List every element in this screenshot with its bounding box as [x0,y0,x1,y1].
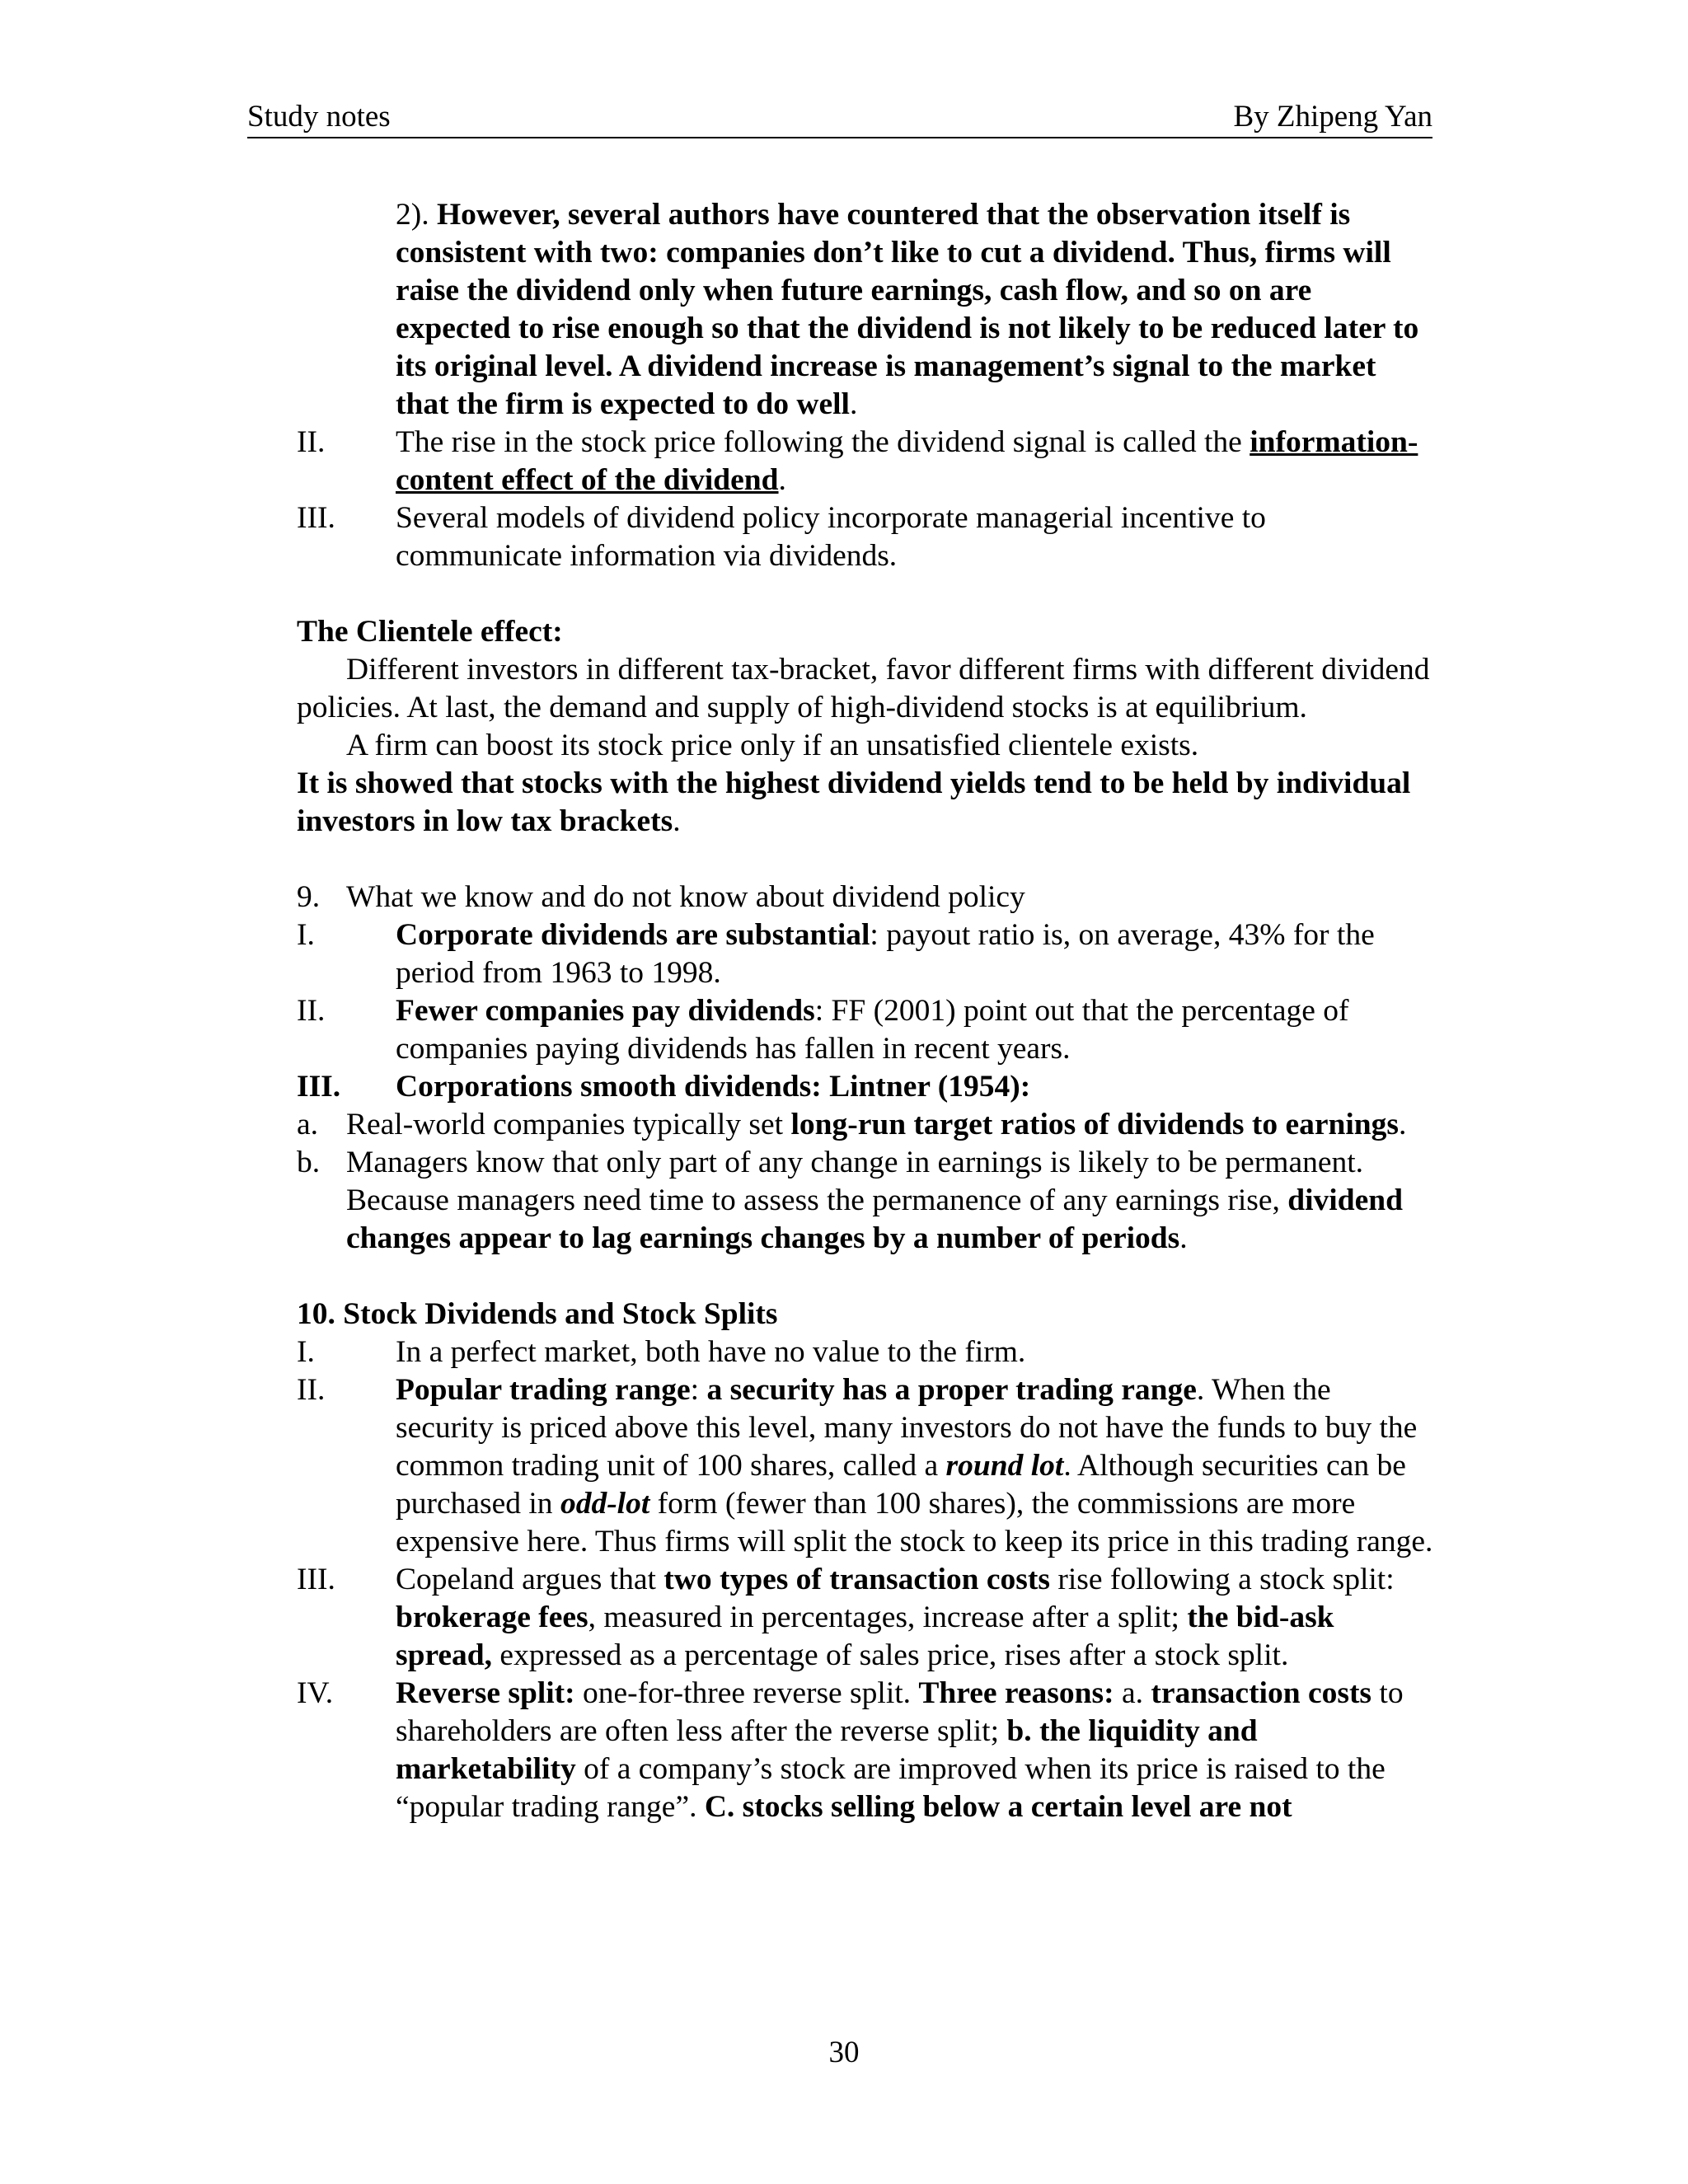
term-odd-lot: odd-lot [560,1487,650,1521]
header-right: By Zhipeng Yan [1233,100,1432,134]
clientele-paragraph-1: Different investors in different tax-bracket, favor different firms with different dividend policies. At last, the demand and supply of high-dividend stocks is at equilibrium. [297,653,1430,724]
list-item-ii: II. Fewer companies pay dividends: FF (2001) point out that the percentage of companies paying dividends has fallen in recent years. [297,992,1434,1068]
list-item-iii: III. Corporations smooth dividends: Lintner (1954): [297,1068,1434,1106]
item-label: I. [297,1335,315,1369]
section-10-heading: 10. Stock Dividends and Stock Splits [297,1297,778,1331]
item-label: II. [297,425,326,459]
page-number: 30 [828,2036,860,2069]
section-9-heading: 9. What we know and do not know about dividend policy [297,880,1025,914]
continued-paragraph: 2). However, several authors have countered that the observation itself is consistent with two: companies don’t like to cut a dividend. Thus, firms will raise the dividend only when future earnings, cash flow, and so on are expected to rise enough so that the dividend is not likely to be reduced later to its original level. A dividend increase is management’s signal to the market that the firm is expected to do well. [396,198,1419,421]
item-label: II. [297,994,326,1028]
term-information-content-effect: information-content effect of the dividend [396,425,1418,497]
header-left: Study notes [247,100,391,134]
term-round-lot: round lot [945,1449,1064,1483]
sub-item-b: b. Managers know that only part of any change in earnings is likely to be permanent. Because managers need time to assess the permanence of any earnings rise, dividend changes appear to lag earnings changes by a number of periods. [297,1146,1403,1255]
page-header [247,97,1432,138]
list-item-ii: II. Popular trading range: a security has a proper trading range. When the security is priced above this level, many investors do not have the funds to buy the common trading unit of 100 shares, called a round lot. Although securities can be purchased in odd-lot form (fewer than 100 shares), the commissions are more expensive here. Thus firms will split the stock to keep its price in this trading range. [297,1371,1434,1561]
list-item-i: I. In a perfect market, both have no value to the firm. [297,1333,1434,1371]
item-label: III. [297,501,335,535]
item-label: IV. [297,1676,334,1710]
list-item-iii: III. Copeland argues that two types of transaction costs rise following a stock split: brokerage fees, measured in percentages, increase after a split; the bid-ask spread, expressed as a percentage of sales price, rises after a stock split. [297,1561,1434,1675]
clientele-paragraph-3: It is showed that stocks with the highest dividend yields tend to be held by individual investors in low tax brackets. [297,766,1411,838]
item-label: II. [297,1373,326,1407]
list-item-iv: IV. Reverse split: one-for-three reverse split. Three reasons: a. transaction costs to shareholders are often less after the reverse split; b. the liquidity and marketability of a company’s stock are improved when its price is raised to the “popular trading range”. C. stocks selling below a certain level are not [297,1675,1434,1826]
item-label: I. [297,918,315,952]
clientele-paragraph-2: A firm can boost its stock price only if an unsatisfied clientele exists. [346,729,1199,762]
section-heading-clientele: The Clientele effect: [297,615,563,649]
item-label: III. [297,1070,341,1104]
list-item-i: I. Corporate dividends are substantial: payout ratio is, on average, 43% for the period from 1963 to 1998. [297,916,1434,992]
sub-item-a: a. Real-world companies typically set long-run target ratios of dividends to earnings. [297,1108,1407,1141]
list-item-iii: III. Several models of dividend policy incorporate managerial incentive to communicate information via dividends. [297,499,1434,575]
list-item-ii: II. The rise in the stock price following the dividend signal is called the information-content effect of the dividend. [297,424,1434,499]
item-label: III. [297,1563,335,1596]
page-content [297,196,1434,1826]
